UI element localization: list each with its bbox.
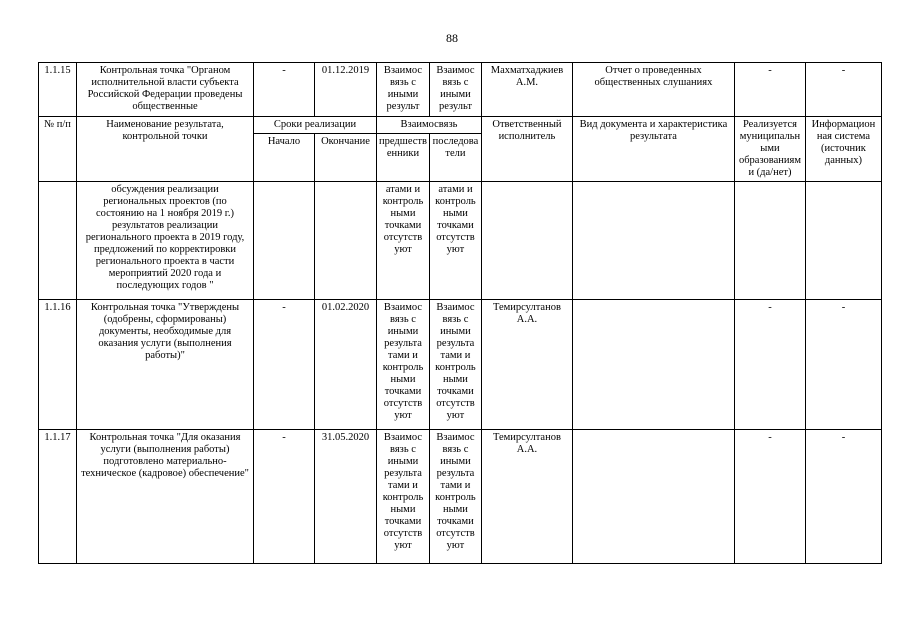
- table-row: [39, 430, 882, 564]
- doc-type-cell: [572, 430, 734, 564]
- header-info-system: Информацион ная система (источник данных): [805, 117, 881, 182]
- municipal-cell: -: [734, 63, 805, 117]
- responsible-cell: [481, 182, 572, 300]
- start-date: -: [254, 63, 315, 117]
- row-number: 1.1.17: [39, 430, 77, 564]
- header-num: № п/п: [39, 117, 77, 182]
- responsible-cell: Темирсултанов А.А.: [481, 430, 572, 564]
- municipal-cell: [734, 182, 805, 300]
- end-date: 31.05.2020: [315, 430, 377, 564]
- info-system-cell: [805, 182, 881, 300]
- header-name: Наименование результата, контрольной точки: [77, 117, 254, 182]
- start-date: [254, 182, 315, 300]
- end-date: 01.02.2020: [315, 300, 377, 430]
- header-predecessors: предшеств енники: [377, 134, 430, 182]
- header-start: Начало: [254, 134, 315, 182]
- start-date: -: [254, 430, 315, 564]
- doc-type-cell: [572, 182, 734, 300]
- header-responsible: Ответственный исполнитель: [481, 117, 572, 182]
- header-terms: Сроки реализации: [254, 117, 377, 134]
- start-date: -: [254, 300, 315, 430]
- doc-type-cell: Отчет о проведенных общественных слушаниях: [572, 63, 734, 117]
- municipal-cell: -: [734, 300, 805, 430]
- row-number: 1.1.15: [39, 63, 77, 117]
- table-row: [39, 300, 882, 430]
- header-municipal: Реализуется муниципальн ыми образованиям и (да/нет): [734, 117, 805, 182]
- page-number: 88: [446, 31, 458, 45]
- successors-cell: Взаимос вязь с иными результа тами и контроль ными точками отсутств уют: [429, 300, 481, 430]
- responsible-cell: Махматхаджиев А.М.: [481, 63, 572, 117]
- header-end: Окончание: [315, 134, 377, 182]
- header-successors: последова тели: [429, 134, 481, 182]
- predecessors-cell: Взаимос вязь с иными результа тами и контроль ными точками отсутств уют: [377, 430, 430, 564]
- doc-type-cell: [572, 300, 734, 430]
- end-date: [315, 182, 377, 300]
- header-relation: Взаимосвязь: [377, 117, 482, 134]
- table-row: [39, 182, 882, 300]
- results-table: [38, 62, 882, 564]
- row-number: [39, 182, 77, 300]
- info-system-cell: -: [805, 300, 881, 430]
- predecessors-cell: атами и контроль ными точками отсутств уют: [377, 182, 430, 300]
- header-row: [39, 117, 882, 134]
- successors-cell: атами и контроль ными точками отсутств уют: [429, 182, 481, 300]
- predecessors-cell: Взаимос вязь с иными результа тами и контроль ными точками отсутств уют: [377, 300, 430, 430]
- responsible-cell: Темирсултанов А.А.: [481, 300, 572, 430]
- municipal-cell: -: [734, 430, 805, 564]
- end-date: 01.12.2019: [315, 63, 377, 117]
- info-system-cell: -: [805, 430, 881, 564]
- successors-cell: Взаимос вязь с иными результ: [429, 63, 481, 117]
- result-name: Контрольная точка "Утверждены (одобрены, сформированы) документы, необходимые для оказания услуги (выполнения работы)": [77, 300, 254, 430]
- result-name: Контрольная точка "Органом исполнительной власти субъекта Российской Федерации проведены общественные: [77, 63, 254, 117]
- successors-cell: Взаимос вязь с иными результа тами и контроль ными точками отсутств уют: [429, 430, 481, 564]
- result-name: Контрольная точка "Для оказания услуги (выполнения работы) подготовлено материально-техническое (кадровое) обеспечение": [77, 430, 254, 564]
- result-name: обсуждения реализации региональных проектов (по состоянию на 1 ноября 2019 г.) результатов реализации регионального проекта в 2019 году, предложений по корректировки регионального проекта в части мероприятий 2020 года и последующих годов ": [77, 182, 254, 300]
- table-row: [39, 63, 882, 117]
- header-doc-type: Вид документа и характеристика результата: [572, 117, 734, 182]
- predecessors-cell: Взаимос вязь с иными результ: [377, 63, 430, 117]
- info-system-cell: -: [805, 63, 881, 117]
- row-number: 1.1.16: [39, 300, 77, 430]
